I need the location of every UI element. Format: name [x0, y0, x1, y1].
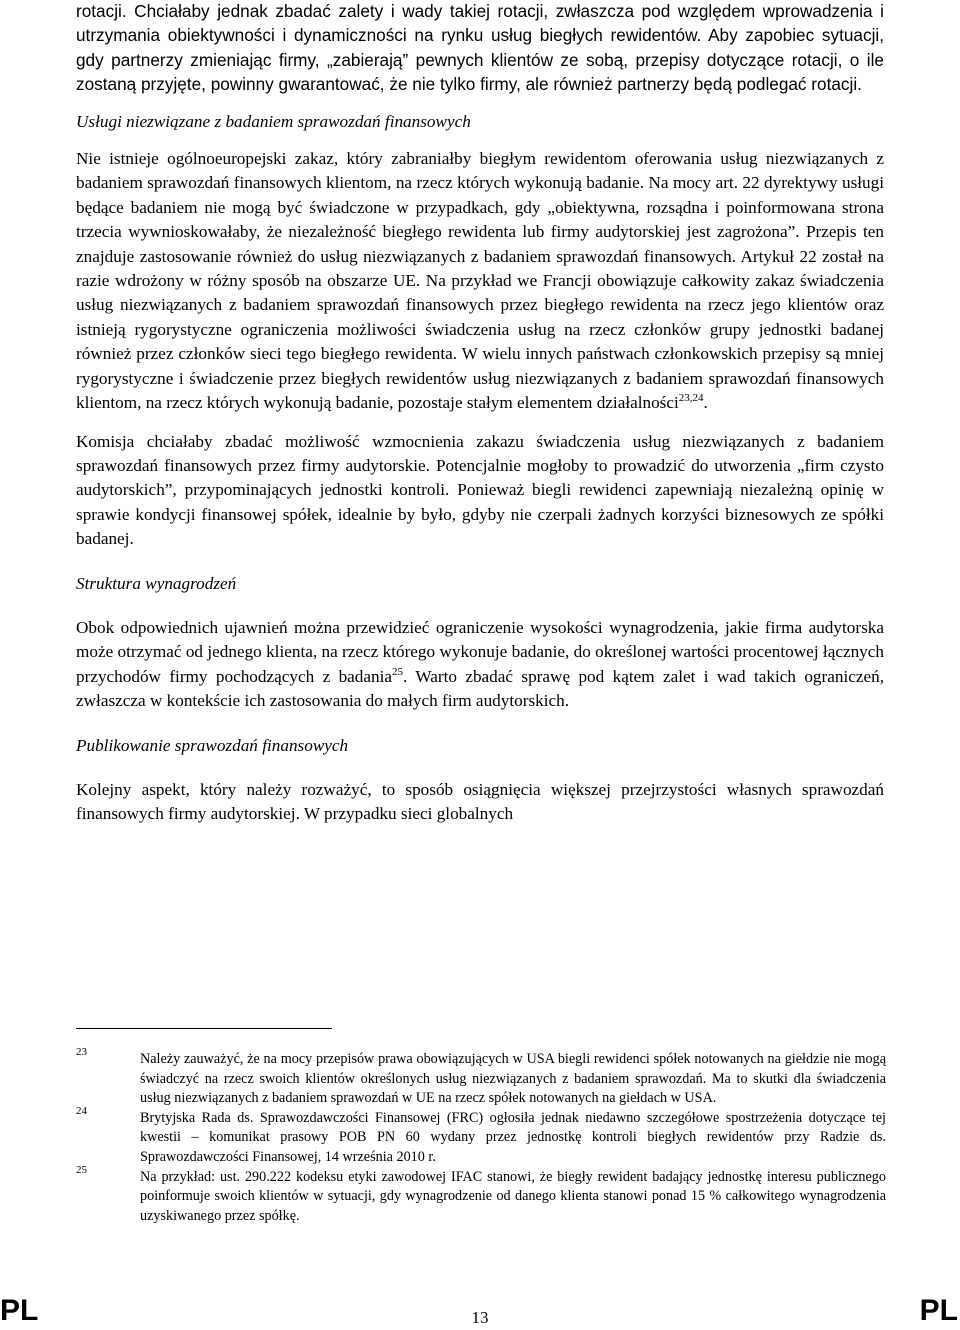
- footnote-ref-25[interactable]: 25: [392, 665, 404, 678]
- footnote-24: [76, 1104, 886, 1168]
- document-body: [76, 0, 884, 827]
- footnote-text: Brytyjska Rada ds. Sprawozdawczości Finansowej (FRC) ogłosiła jednak niedawno szczegółowe spostrzeżenia dotyczące tej kwestii – komunikat prasowy POB PN 60 wydany przez jednostkę kontroli biegłych rewidentów przy Radzie ds. Sprawozdawczości Finansowej, 14 września 2010 r.: [140, 1109, 886, 1165]
- footnote-text: Na przykład: ust. 290.222 kodeksu etyki zawodowej IFAC stanowi, że biegły rewident badający jednostkę interesu publicznego poinformuje swoich klientów w sytuacji, gdy wynagrodzenie od danego klienta stanowi ponad 15 % całkowitego wynagrodzenia uzyskiwanego przez spółkę.: [140, 1168, 886, 1224]
- paragraph-non-audit-services: [76, 147, 884, 415]
- paragraph-rotation: rotacji. Chciałaby jednak zbadać zalety i wady takiej rotacji, zwłaszcza pod względem wprowadzenia i utrzymania obiektywności i dynamiczności na rynku usług biegłych rewidentów. Aby zapobiec sytuacji, gdy partnerzy zmieniając firmy, „zabierają” pewnych klientów ze sobą, przepisy dotyczące rotacji, o ile zostaną przyjęte, powinny gwarantować, że nie tylko firmy, ale również partnerzy będą podlegać rotacji.: [76, 1, 884, 95]
- footnote-25: [76, 1163, 886, 1227]
- paragraph-end-mark: .: [703, 393, 708, 413]
- footnote-number: 23: [76, 1046, 87, 1058]
- section-heading-publication: Publikowanie sprawozdań finansowych: [76, 735, 349, 755]
- footnotes-section: [76, 1046, 886, 1226]
- paragraph-commission-ban: Komisja chciałaby zbadać możliwość wzmocnienia zakazu świadczenia usług niezwiązanych z badaniem sprawozdań finansowych przez firmy audytorskie. Potencjalnie mogłoby to prowadzić do utworzenia „firm czysto audytorskich”, przypominających jednostki kontroli. Ponieważ biegli rewidenci zapewniają niezależną opinię w sprawie kondycji finansowej spółek, idealnie by było, gdyby nie czerpali żadnych korzyści biznesowych ze spółki badanej.: [76, 431, 884, 549]
- paragraph-non-audit-text: Nie istnieje ogólnoeuropejski zakaz, który zabraniałby biegłym rewidentom oferowania usług niezwiązanych z badaniem sprawozdań finansowych klientom, na rzecz których wykonują badanie. Na mocy art. 22 dyrektywy usługi będące badaniem nie mogą być świadczone w przypadkach, gdy „obiektywna, rozsądna i poinformowana strona trzecia wywnioskowałaby, że niezależność biegłego rewidenta lub firmy audytorskiej jest zagrożona”. Przepis ten znajduje zastosowanie również do usług niezwiązanych z badaniem sprawozdań finansowych. Artykuł 22 został na razie wdrożony w różny sposób na obszarze UE. Na przykład we Francji obowiązuje całkowity zakaz świadczenia usług niezwiązanych z badaniem sprawozdań finansowych przez biegłego rewidenta na rzecz jego klientów oraz istnieją rygorystyczne ograniczenia możliwości świadczenia usług na rzecz członków grupy jednostki badanej również przez członków sieci tego biegłego rewidenta. W wielu innych państwach członkowskich przepisy są mniej rygorystyczne i świadczenie przez biegłych rewidentów usług niezwiązanych z badaniem sprawozdań finansowych klientom, na rzecz których wykonują badanie, pozostaje stałym elementem działalności: [76, 149, 884, 413]
- section-heading-non-audit-services: Usługi niezwiązane z badaniem sprawozdań finansowych: [76, 111, 471, 131]
- footnote-number: 24: [76, 1104, 87, 1117]
- footnote-23: [76, 1046, 886, 1109]
- paragraph-fee-text-a: Obok odpowiednich ujawnień można przewidzieć ograniczenie wysokości wynagrodzenia, jakie firma audytorska może otrzymać od jednego klienta, na rzecz którego wykonuje badanie, do określonej wartości procentowej łącznych przychodów firmy pochodzących z badania: [76, 617, 884, 686]
- page-number: 13: [471, 1308, 489, 1327]
- section-heading-fee-structure: Struktura wynagrodzeń: [76, 573, 237, 593]
- language-mark-right: PL: [919, 1294, 958, 1327]
- footnote-separator: [76, 1028, 332, 1029]
- footnote-number: 25: [76, 1163, 87, 1176]
- footnote-text: Należy zauważyć, że na mocy przepisów prawa obowiązujących w USA biegli rewidenci spółek notowanych na giełdzie nie mogą świadczyć na rzecz swoich klientów określonych usług niezwiązanych z badaniem sprawozdań. Ma to skutki dla świadczenia usług niezwiązanych z badaniem sprawozdań w UE na rzecz spółek notowanych na giełdach w USA.: [140, 1051, 886, 1107]
- language-mark-left: PL: [0, 1294, 39, 1327]
- footnote-ref-23-24[interactable]: 23,24: [678, 392, 704, 405]
- paragraph-publication: Kolejny aspekt, który należy rozważyć, to sposób osiągnięcia większej przejrzystości własnych sprawozdań finansowych firmy audytorskiej. W przypadku sieci globalnych: [76, 779, 884, 824]
- paragraph-fee-text-b: . Warto zbadać sprawę pod kątem zalet i wad takich ograniczeń, zwłaszcza w kontekście ich zastosowania do małych firm audytorskich.: [76, 666, 884, 711]
- paragraph-fee-structure: [76, 616, 884, 714]
